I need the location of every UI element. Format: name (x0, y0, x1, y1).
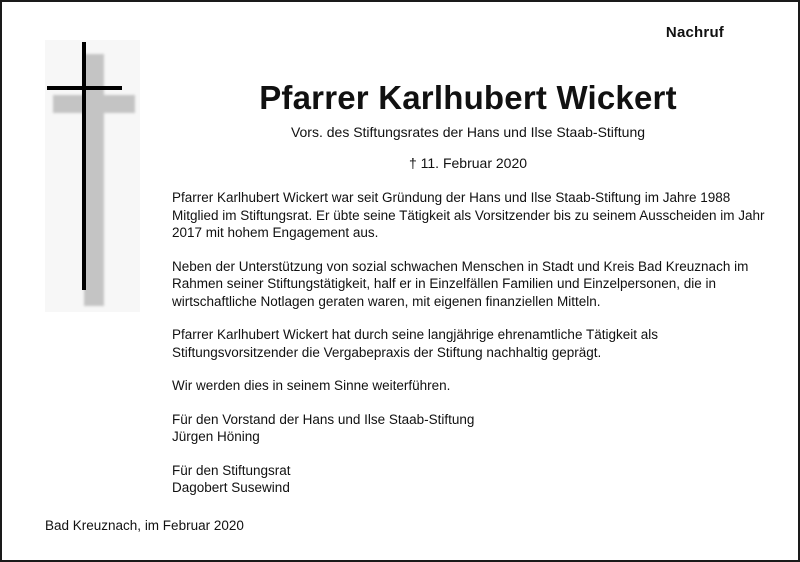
signature-line: Für den Vorstand der Hans und Ilse Staab-Stiftung (172, 411, 475, 427)
obituary-body (172, 189, 768, 513)
paragraph: Pfarrer Karlhubert Wickert war seit Gründung der Hans und Ilse Staab-Stiftung im Jahre 1988 Mitglied im Stiftungsrat. Er übte seine Tätigkeit als Vorsitzender bis zu seinem Ausscheiden im Jahr 2017 mit hohem Engagement aus. (172, 190, 765, 240)
paragraph: Wir werden dies in seinem Sinne weiterführen. (172, 378, 451, 393)
place-date: Bad Kreuznach, im Februar 2020 (45, 518, 244, 533)
signature-name: Jürgen Höning (172, 429, 260, 444)
signature-block (172, 411, 768, 446)
signature-block (172, 462, 768, 497)
deceased-name: Pfarrer Karlhubert Wickert (259, 79, 677, 116)
paragraph: Neben der Unterstützung von sozial schwachen Menschen in Stadt und Kreis Bad Kreuznach im Rahmen seiner Stiftungstätigkeit, half er in Einzelfällen Familien und Einzelpersonen, die in wirtschaftliche Notlagen geraten waren, mit eigenen finanziellen Mitteln. (172, 258, 749, 309)
paragraph: Pfarrer Karlhubert Wickert hat durch seine langjährige ehrenamtliche Tätigkeit als Stiftungsvorsitzender die Vergabepraxis der Stiftung nachhaltig geprägt. (172, 327, 658, 360)
death-date: † 11. Februar 2020 (408, 155, 528, 171)
signature-name: Dagobert Susewind (172, 480, 290, 495)
signature-line: Für den Stiftungsrat (172, 462, 291, 478)
notice-type-label: Nachruf (665, 24, 724, 41)
cross-icon (45, 40, 140, 312)
deceased-role: Vors. des Stiftungsrates der Hans und Ilse Staab-Stiftung (290, 124, 646, 140)
